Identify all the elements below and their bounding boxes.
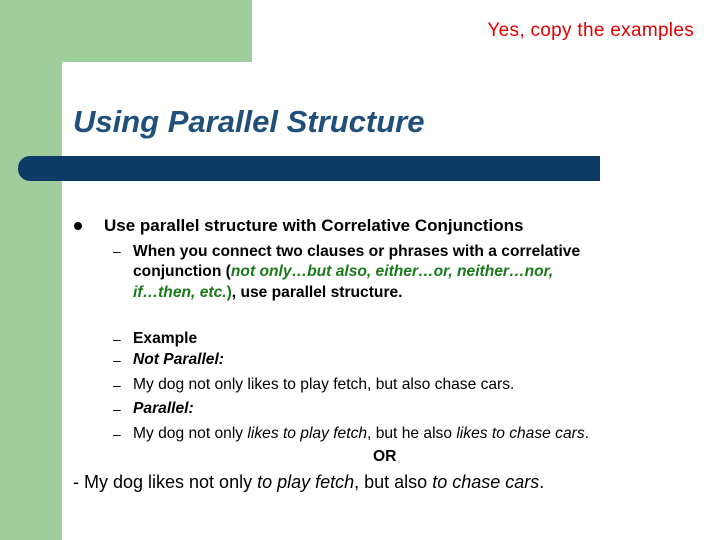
list-example: Example — [133, 330, 198, 347]
sub-line-2-a: conjunction ( — [133, 263, 231, 280]
list-sentence-1: My dog not only likes to play fetch, but also chase cars. — [133, 376, 515, 393]
s2-a: My dog not only — [133, 425, 248, 442]
sub-line-1: When you connect two clauses or phrases with a correlative — [133, 243, 581, 260]
list-parallel: Parallel: — [133, 400, 194, 417]
sub-line-3-b: ) — [226, 284, 232, 301]
s2-c: , but he also — [367, 425, 457, 442]
dash-icon: – — [113, 426, 121, 442]
dash-icon: – — [113, 243, 121, 259]
sub-line-2 — [133, 261, 553, 282]
s2-e: . — [584, 425, 589, 442]
final-sentence — [73, 472, 544, 493]
header-note: Yes, copy the examples — [487, 20, 694, 41]
list-not-parallel: Not Parallel: — [133, 351, 224, 368]
sub-line-3-c: , use parallel structure. — [231, 284, 403, 301]
final-b: to play fetch — [257, 472, 355, 492]
dash-icon: – — [113, 401, 121, 417]
bullet-dot-icon — [74, 222, 82, 230]
sub-line-2-b: not only…but also, either…or, neither…nor, — [230, 263, 554, 280]
s2-d: likes to chase cars — [456, 425, 585, 442]
green-left-band — [0, 0, 62, 540]
final-c: , but also — [354, 472, 433, 492]
title-rule-bar — [18, 156, 600, 181]
or-label: OR — [373, 448, 397, 465]
sub-line-3-a: if…then, etc. — [133, 284, 227, 301]
dash-icon: – — [113, 377, 121, 393]
final-e: . — [539, 472, 545, 492]
s2-b: likes to play fetch — [247, 425, 368, 442]
dash-icon: – — [113, 331, 121, 347]
final-d: to chase cars — [432, 472, 540, 492]
main-bullet-text: Use parallel structure with Correlative Conjunctions — [104, 216, 524, 235]
slide-title: Using Parallel Structure — [73, 104, 425, 139]
list-sentence-2 — [133, 423, 589, 444]
sub-line-3 — [133, 282, 403, 303]
final-a: - My dog likes not only — [73, 472, 258, 492]
dash-icon: – — [113, 352, 121, 368]
